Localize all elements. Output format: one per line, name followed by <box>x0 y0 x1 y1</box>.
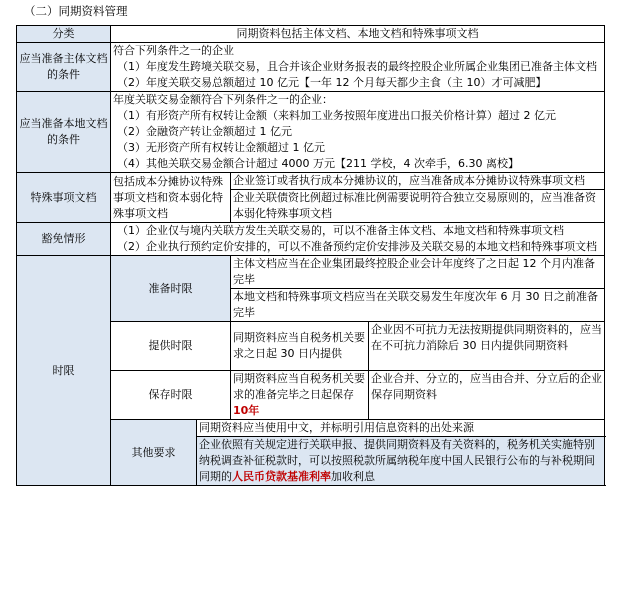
exemption-item-2: （2）企业执行预约定价安排的，可以不准备预约定价安排涉及关联交易的本地文档和特殊事项文档 <box>117 240 597 253</box>
provide-limit-normal: 同期资料应当自税务机关要求之日起 30 日内提供 <box>231 322 369 371</box>
category-master-file: 应当准备主体文档的条件 <box>17 43 111 92</box>
local-file-intro: 年度关联交易金额符合下列条件之一的企业： <box>113 93 333 106</box>
local-file-conditions <box>111 92 605 173</box>
keep-limit-merger: 企业合并、分立的，应当由合并、分立后的企业保存同期资料 <box>369 371 605 420</box>
special-file-description: 包括成本分摊协议特殊事项文档和资本弱化特殊事项文档 <box>111 173 231 223</box>
other-interest-rate: 人民币贷款基准利率 <box>232 470 331 483</box>
table-row-local-file <box>17 92 605 173</box>
prep-limit-label: 准备时限 <box>111 256 231 322</box>
master-file-item-2: （2）年度关联交易总额超过 10 亿元【一年 12 个月每天都少主食（主 10）才可减肥】 <box>117 76 547 89</box>
table-row-exemption <box>17 223 605 256</box>
table-row-special-file-1 <box>17 173 605 190</box>
local-file-item-4: （4）其他关联交易金额合计超过 4000 万元【211 学校，4 次牵手，6.30 离校】 <box>117 157 519 170</box>
keep-limit-label: 保存时限 <box>111 371 231 420</box>
local-file-item-3: （3）无形资产所有权转让金额超过 1 亿元 <box>117 141 325 154</box>
provide-limit-label: 提供时限 <box>111 322 231 371</box>
table-row-prep-1 <box>17 256 605 289</box>
other-language: 同期资料应当使用中文，并标明引用信息资料的出处来源 <box>197 420 605 437</box>
local-file-item-1: （1）有形资产所有权转让金额（来料加工业务按照年度进出口报关价格计算）超过 2 亿元 <box>117 109 556 122</box>
other-interest-tail: 加收利息 <box>331 470 375 483</box>
category-local-file: 应当准备本地文档的条件 <box>17 92 111 173</box>
provide-limit-force-majeure: 企业因不可抗力无法按期提供同期资料的，应当在不可抗力消除后 30 日内提供同期资料 <box>369 322 605 371</box>
transfer-pricing-documentation-table <box>16 25 605 486</box>
local-file-item-2: （2）金融资产转让金额超过 1 亿元 <box>117 125 292 138</box>
master-file-intro: 符合下列条件之一的企业 <box>113 44 234 57</box>
table-row-master-file <box>17 43 605 92</box>
category-exemption: 豁免情形 <box>17 223 111 256</box>
table-header-row <box>17 26 605 43</box>
section-heading: （二）同期资料管理 <box>24 4 128 18</box>
master-file-item-1: （1）年度发生跨境关联交易，且合并该企业财务报表的最终控股企业所属企业集团已准备主体文档 <box>117 60 597 73</box>
special-file-thin-cap: 企业关联债资比例超过标准比例需要说明符合独立交易原则的，应当准备资本弱化特殊事项文档 <box>231 190 605 223</box>
exemption-items <box>111 223 605 256</box>
prep-limit-master: 主体文档应当在企业集团最终控股企业会计年度终了之日起 12 个月内准备完毕 <box>231 256 605 289</box>
category-other: 其他要求 <box>111 420 197 486</box>
other-interest-text: 企业依照有关规定进行关联申报、提供同期资料及有关资料的，税务机关实施特别纳税调查补征税款时，可以按照税款所属纳税年度中国人民银行公布的与补税期间同期的 <box>199 438 595 483</box>
keep-limit-text: 同期资料应当自税务机关要求的准备完毕之日起保存 <box>233 372 365 401</box>
prep-limit-local: 本地文档和特殊事项文档应当在关联交易发生年度次年 6 月 30 日之前准备完毕 <box>231 289 605 322</box>
master-file-conditions <box>111 43 605 92</box>
category-time-limit: 时限 <box>17 256 111 486</box>
header-content: 同期资料包括主体文档、本地文档和特殊事项文档 <box>111 26 605 43</box>
category-special-file: 特殊事项文档 <box>17 173 111 223</box>
exemption-item-1: （1）企业仅与境内关联方发生关联交易的，可以不准备主体文档、本地文档和特殊事项文档 <box>117 224 564 237</box>
special-file-cost-sharing: 企业签订或者执行成本分摊协议的，应当准备成本分摊协议特殊事项文档 <box>231 173 605 190</box>
header-category: 分类 <box>17 26 111 43</box>
keep-limit-years: 10年 <box>233 404 260 417</box>
other-interest <box>197 437 605 486</box>
keep-limit-normal <box>231 371 369 420</box>
